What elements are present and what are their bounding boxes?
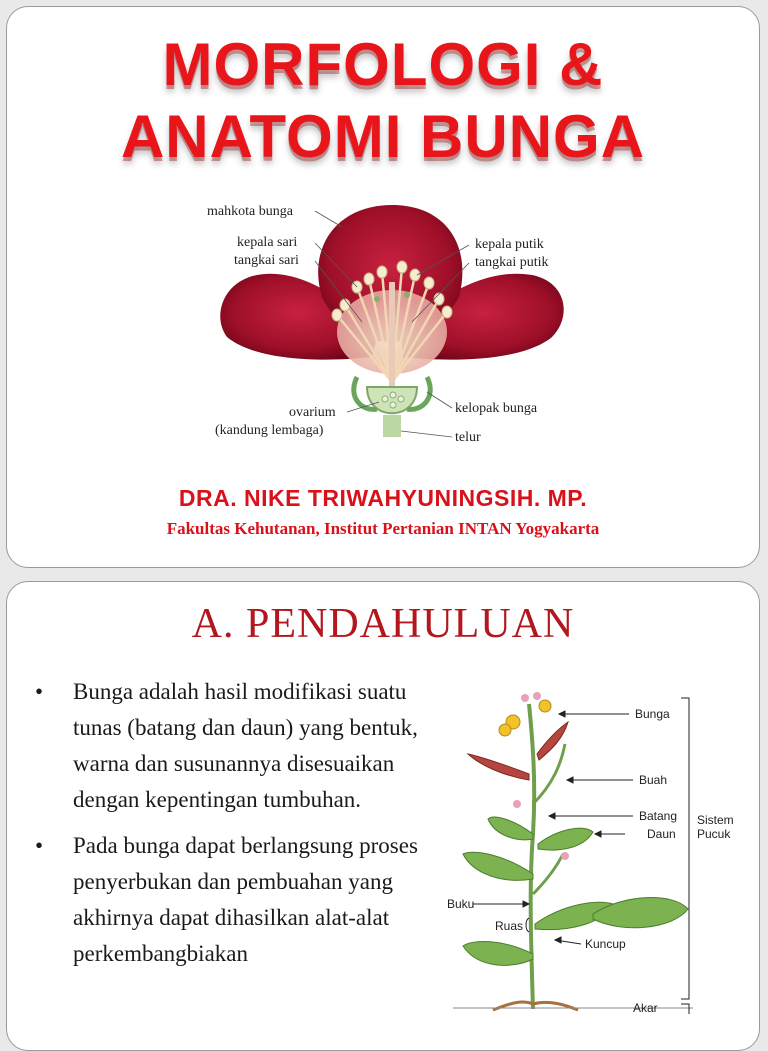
label-kepala-putik: kepala putik — [475, 237, 544, 252]
slide-title-line1: MORFOLOGI & — [162, 31, 604, 98]
label-kepala-sari: kepala sari — [237, 235, 298, 250]
intro-slide — [6, 581, 760, 1051]
label-tangkai-sari: tangkai sari — [234, 253, 299, 268]
label-kelopak-bunga: kelopak bunga — [455, 401, 538, 416]
slide-title-line2: ANATOMI BUNGA — [120, 103, 646, 170]
label-pucuk: Pucuk — [697, 827, 731, 841]
label-ruas: Ruas — [495, 919, 524, 933]
label-buku: Buku — [447, 897, 475, 911]
label-tangkai-putik: tangkai putik — [475, 255, 549, 270]
label-buah: Buah — [639, 773, 668, 787]
label-kandung-lembaga: (kandung lembaga) — [215, 423, 324, 438]
label-sistem: Sistem — [697, 813, 734, 827]
label-ovarium: ovarium — [289, 405, 336, 420]
bullet-item — [29, 674, 429, 818]
bullet-icon: • — [35, 679, 44, 704]
slide-title: A. PENDAHULUAN — [191, 601, 575, 647]
label-daun: Daun — [647, 827, 676, 841]
label-telur: telur — [455, 430, 481, 445]
title-slide — [6, 6, 760, 568]
label-akar: Akar — [633, 1001, 658, 1014]
author-name: DRA. NIKE TRIWAHYUNINGSIH. MP. — [178, 485, 588, 511]
label-bunga: Bunga — [635, 707, 670, 721]
label-mahkota-bunga: mahkota bunga — [207, 204, 293, 219]
bullet-item — [29, 828, 429, 972]
plant-parts-diagram — [433, 684, 753, 1014]
bullet-list — [29, 674, 429, 982]
bullet-icon: • — [35, 833, 44, 858]
bullet-text: Bunga adalah hasil modifikasi suatu tunas (batang dan daun) yang bentuk, warna dan susunannya disesuaikan dengan kepentingan tumbuhan. — [73, 679, 418, 812]
label-kuncup: Kuncup — [585, 937, 626, 951]
bullet-text: Pada bunga dapat berlangsung proses penyerbukan dan pembuahan yang akhirnya dapat dihasilkan alat-alat perkembangbiakan — [73, 833, 418, 966]
author-affiliation: Fakultas Kehutanan, Institut Pertanian INTAN Yogyakarta — [166, 519, 600, 538]
flower-anatomy-diagram — [197, 187, 577, 457]
label-batang: Batang — [639, 809, 678, 823]
